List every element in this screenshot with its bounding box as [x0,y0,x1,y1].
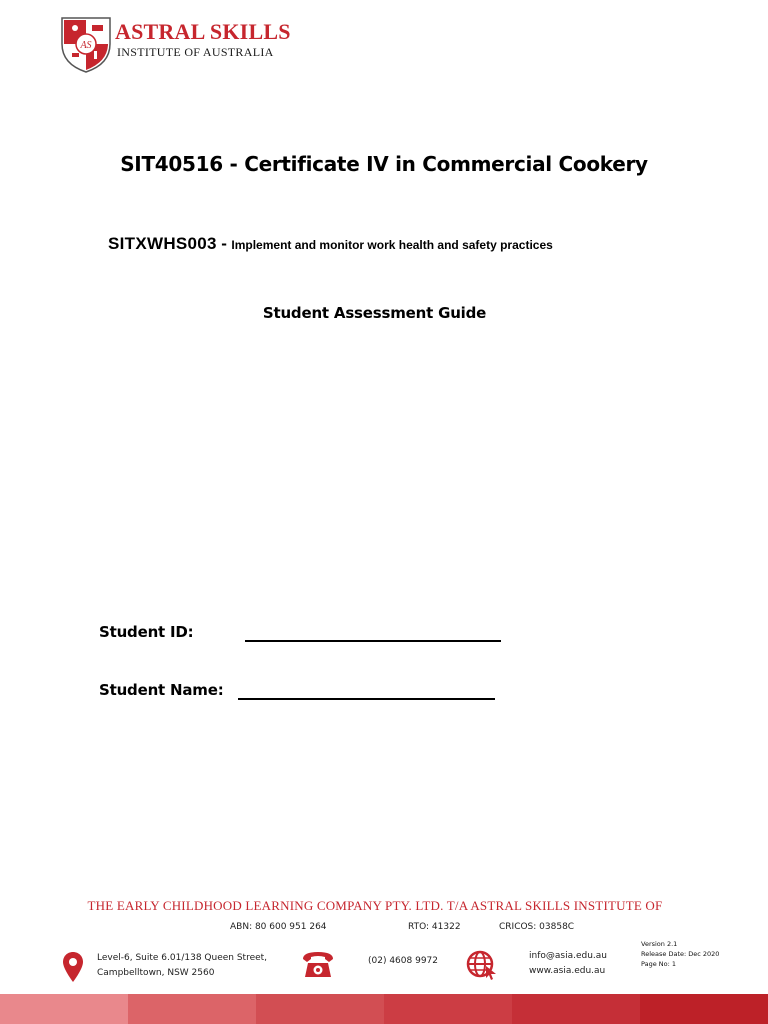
unit-description: Implement and monitor work health and safety practices [231,238,553,252]
abn-number: ABN: 80 600 951 264 [230,922,327,932]
student-name-label: Student Name: [99,681,224,699]
unit-heading [108,234,553,254]
rto-number: RTO: 41322 [408,922,461,932]
telephone-icon [300,949,336,979]
color-bar-segment [512,994,640,1024]
contact-web [529,949,607,979]
color-bar-segment [256,994,384,1024]
version-number: Version 2.1 [641,940,678,948]
document-version-info [641,939,719,969]
institute-logo [60,14,300,76]
website-link[interactable]: www.asia.edu.au [529,966,606,976]
globe-icon [466,950,498,980]
org-name: ASTRAL SKILLS [115,19,291,44]
course-title: SIT40516 - Certificate IV in Commercial Cookery [120,152,648,176]
color-bar-segment [384,994,512,1024]
color-bar-segment [128,994,256,1024]
student-id-field[interactable] [245,640,501,642]
document-title: Student Assessment Guide [262,304,487,322]
address [97,951,267,981]
location-pin-icon [62,951,84,983]
address-line-1: Level-6, Suite 6.01/138 Queen Street, [97,953,268,963]
color-bar-segment [640,994,768,1024]
shield-crest-icon [60,14,112,74]
release-date: Release Date: Dec 2020 [641,950,720,958]
unit-separator: - [221,234,227,253]
phone-number[interactable]: (02) 4608 9972 [368,956,439,966]
org-subtitle: INSTITUTE OF AUSTRALIA [117,45,274,59]
student-name-field[interactable] [238,698,495,700]
address-line-2: Campbelltown, NSW 2560 [97,968,215,978]
page-number: Page No: 1 [641,960,677,968]
color-bar-segment [0,994,128,1024]
email-link[interactable]: info@asia.edu.au [529,951,607,961]
unit-code: SITXWHS003 [108,234,217,253]
cricos-number: CRICOS: 03858C [499,922,575,932]
footer-color-bar [0,994,768,1024]
logo-monogram: AS [80,40,92,51]
student-id-label: Student ID: [99,623,194,641]
company-name: THE EARLY CHILDHOOD LEARNING COMPANY PTY. LTD. T/A ASTRAL SKILLS INSTITUTE OF [87,898,663,913]
